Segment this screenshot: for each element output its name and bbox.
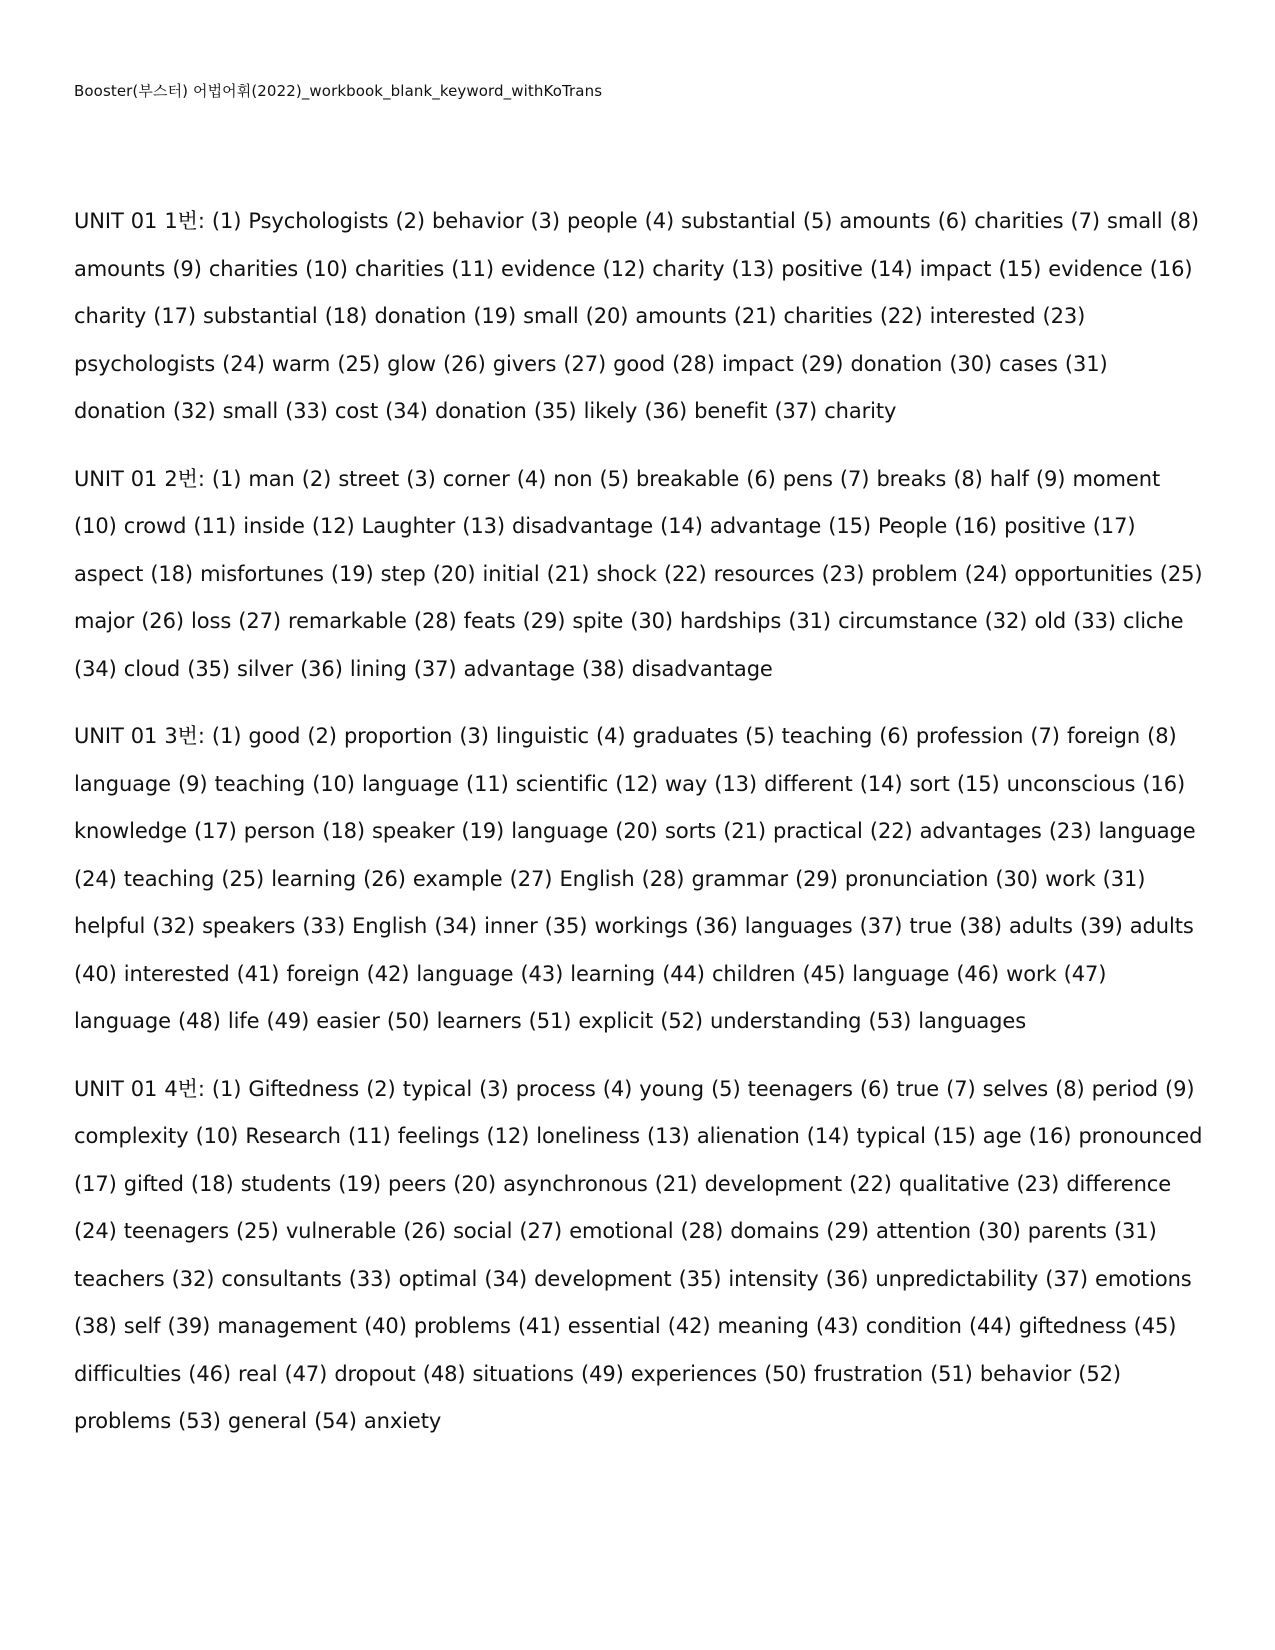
unit-01-1-paragraph: UNIT 01 1번: (1) Psychologists (2) behavior (3) people (4) substantial (5) amounts (6) charities (7) small (8) amounts (9) charities (10) charities (11) evidence (12) charity (13) positive (14) impact (15) evidence (16) charity (17) substantial (18) donation (19) small (20) amounts (21) charities (22) interested (23) psychologists (24) warm (25) glow (26) givers (27) good (28) impact (29) donation (30) cases (31) donation (32) small (33) cost (34) donation (35) likely (36) benefit (37) charity bbox=[74, 209, 1200, 423]
unit-01-3-paragraph: UNIT 01 3번: (1) good (2) proportion (3) linguistic (4) graduates (5) teaching (6) profession (7) foreign (8) language (9) teaching (10) language (11) scientific (12) way (13) different (14) sort (15) unconscious (16) knowledge (17) person (18) speaker (19) language (20) sorts (21) practical (22) advantages (23) language (24) teaching (25) learning (26) example (27) English (28) grammar (29) pronunciation (30) work (31) helpful (32) speakers (33) English (34) inner (35) workings (36) languages (37) true (38) adults (39) adults (40) interested (41) foreign (42) language (43) learning (44) children (45) language (46) work (47) language (48) life (49) easier (50) learners (51) explicit (52) understanding (53) languages bbox=[74, 724, 1196, 1033]
unit-01-4-paragraph: UNIT 01 4번: (1) Giftedness (2) typical (3) process (4) young (5) teenagers (6) true (7) selves (8) period (9) complexity (10) Research (11) feelings (12) loneliness (13) alienation (14) typical (15) age (16) pronounced (17) gifted (18) students (19) peers (20) asynchronous (21) development (22) qualitative (23) difference (24) teenagers (25) vulnerable (26) social (27) emotional (28) domains (29) attention (30) parents (31) teachers (32) consultants (33) optimal (34) development (35) intensity (36) unpredictability (37) emotions (38) self (39) management (40) problems (41) essential (42) meaning (43) condition (44) giftedness (45) difficulties (46) real (47) dropout (48) situations (49) experiences (50) frustration (51) behavior (52) problems (53) general (54) anxiety bbox=[74, 1076, 1203, 1433]
unit-01-2-paragraph: UNIT 01 2번: (1) man (2) street (3) corner (4) non (5) breakable (6) pens (7) breaks (8) half (9) moment (10) crowd (11) inside (12) Laughter (13) disadvantage (14) advantage (15) People (16) positive (17) aspect (18) misfortunes (19) step (20) initial (21) shock (22) resources (23) problem (24) opportunities (25) major (26) loss (27) remarkable (28) feats (29) spite (30) hardships (31) circumstance (32) old (33) cliche (34) cloud (35) silver (36) lining (37) advantage (38) disadvantage bbox=[74, 466, 1203, 681]
document-body bbox=[74, 198, 1204, 1466]
document-header: Booster(부스터) 어법어휘(2022)_workbook_blank_keyword_withKoTrans bbox=[74, 82, 603, 100]
